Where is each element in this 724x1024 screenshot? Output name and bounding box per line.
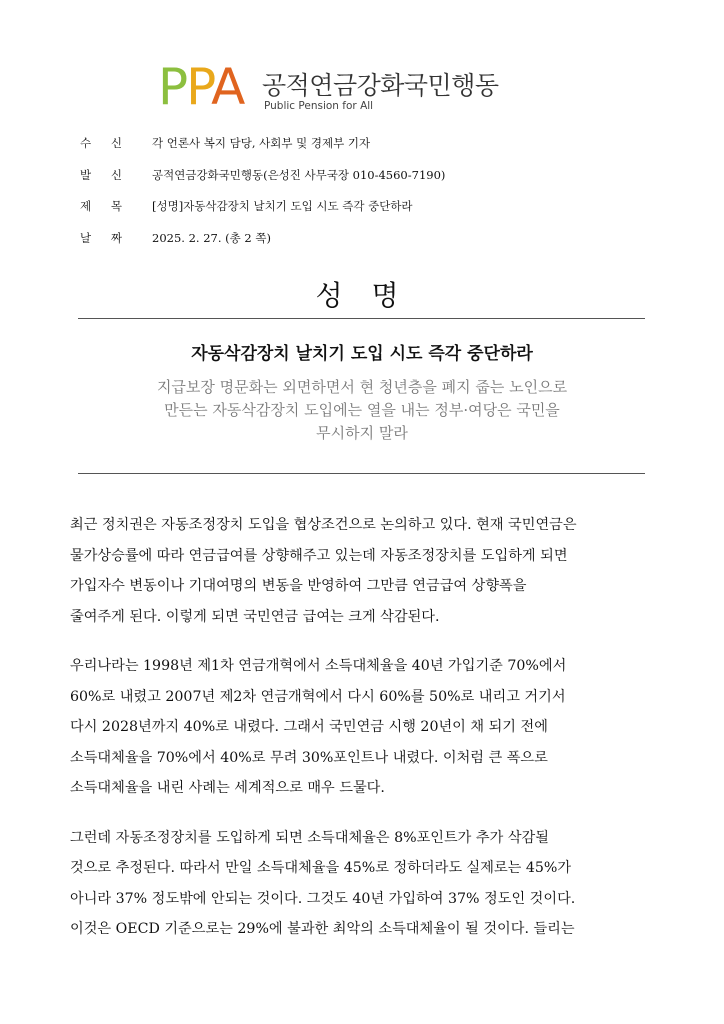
subheadline-line: 지급보장 명문화는 외면하면서 현 청년층을 폐지 줍는 노인으로 [156, 378, 568, 396]
meta-label: 발 신 [80, 167, 122, 182]
statement-body [70, 510, 660, 964]
meta-label: 수 신 [80, 136, 122, 150]
meta-value-recipient: 각 언론사 복지 담당, 사회부 및 경제부 기자 [152, 136, 371, 150]
statement-subheadline [120, 376, 604, 445]
organization-name: 공적연금강화국민행동 [262, 71, 499, 100]
body-line: 다시 2028년까지 40%로 내렸다. 그래서 국민연금 시행 20년이 채 되기 전에 [70, 719, 548, 735]
document-title: 성 명 [315, 279, 409, 312]
body-line: 아니라 37% 정도밖에 안되는 것이다. 그것도 40년 가입하여 37% 정도인 것이다. [70, 890, 576, 907]
meta-value-sender: 공적연금강화국민행동(은성진 사무국장 010-4560-7190) [152, 167, 446, 182]
ppa-logo-mark [158, 60, 243, 114]
body-line: 줄여주게 된다. 이렇게 되면 국민연금 급여는 크게 삭감된다. [70, 608, 440, 625]
subheadline-line: 무시하지 말라 [316, 424, 408, 442]
divider-top [78, 318, 645, 319]
divider-bottom [78, 473, 645, 474]
meta-value-subject: [성명]자동삭감장치 날치기 도입 시도 즉각 중단하라 [152, 199, 413, 213]
body-line: 것으로 추정된다. 따라서 만일 소득대체율을 45%로 정하더라도 실제로는 45%가 [70, 860, 572, 876]
body-line: 60%로 내렸고 2007년 제2차 연금개혁에서 다시 60%를 50%로 내리고 거기서 [70, 688, 566, 705]
organization-subtitle: Public Pension for All [264, 100, 374, 112]
body-line: 소득대체율을 70%에서 40%로 무려 30%포인트나 내렸다. 이처럼 큰 폭으로 [70, 749, 548, 766]
body-line: 우리나라는 1998년 제1차 연금개혁에서 소득대체율을 40년 가입기준 70%에서 [70, 658, 567, 674]
logo-letter-p1: P [158, 58, 187, 116]
body-line: 가입자수 변동이나 기대여명의 변동을 반영하여 그만큼 연금급여 상향폭을 [70, 578, 527, 594]
meta-label: 제 목 [80, 199, 122, 213]
body-paragraph-1 [70, 510, 660, 632]
body-paragraph-2 [70, 651, 660, 804]
logo-letter-a: A [211, 58, 244, 116]
subheadline-line: 만든는 자동삭감장치 도입에는 열을 내는 정부·여당은 국민을 [164, 401, 560, 419]
body-line: 물가상승률에 따라 연금급여를 상향해주고 있는데 자동조정장치를 도입하게 되면 [70, 547, 568, 564]
meta-label: 날 짜 [80, 230, 122, 245]
body-line: 최근 정치권은 자동조정장치 도입을 협상조건으로 논의하고 있다. 현재 국민연금은 [70, 517, 577, 533]
body-paragraph-3 [70, 823, 660, 945]
body-line: 그런데 자동조정장치를 도입하게 되면 소득대체율은 8%포인트가 추가 삭감될 [70, 829, 549, 846]
body-line: 소득대체율을 내린 사례는 세계적으로 매우 드물다. [70, 780, 385, 796]
statement-headline: 자동삭감장치 날치기 도입 시도 즉각 중단하라 [191, 344, 533, 364]
body-line: 이것은 OECD 기준으로는 29%에 불과한 최악의 소득대체율이 될 것이다. 들리는 [70, 921, 575, 937]
logo-letter-p2: P [186, 58, 212, 116]
meta-value-date: 2025. 2. 27. (총 2 쪽) [152, 230, 271, 245]
